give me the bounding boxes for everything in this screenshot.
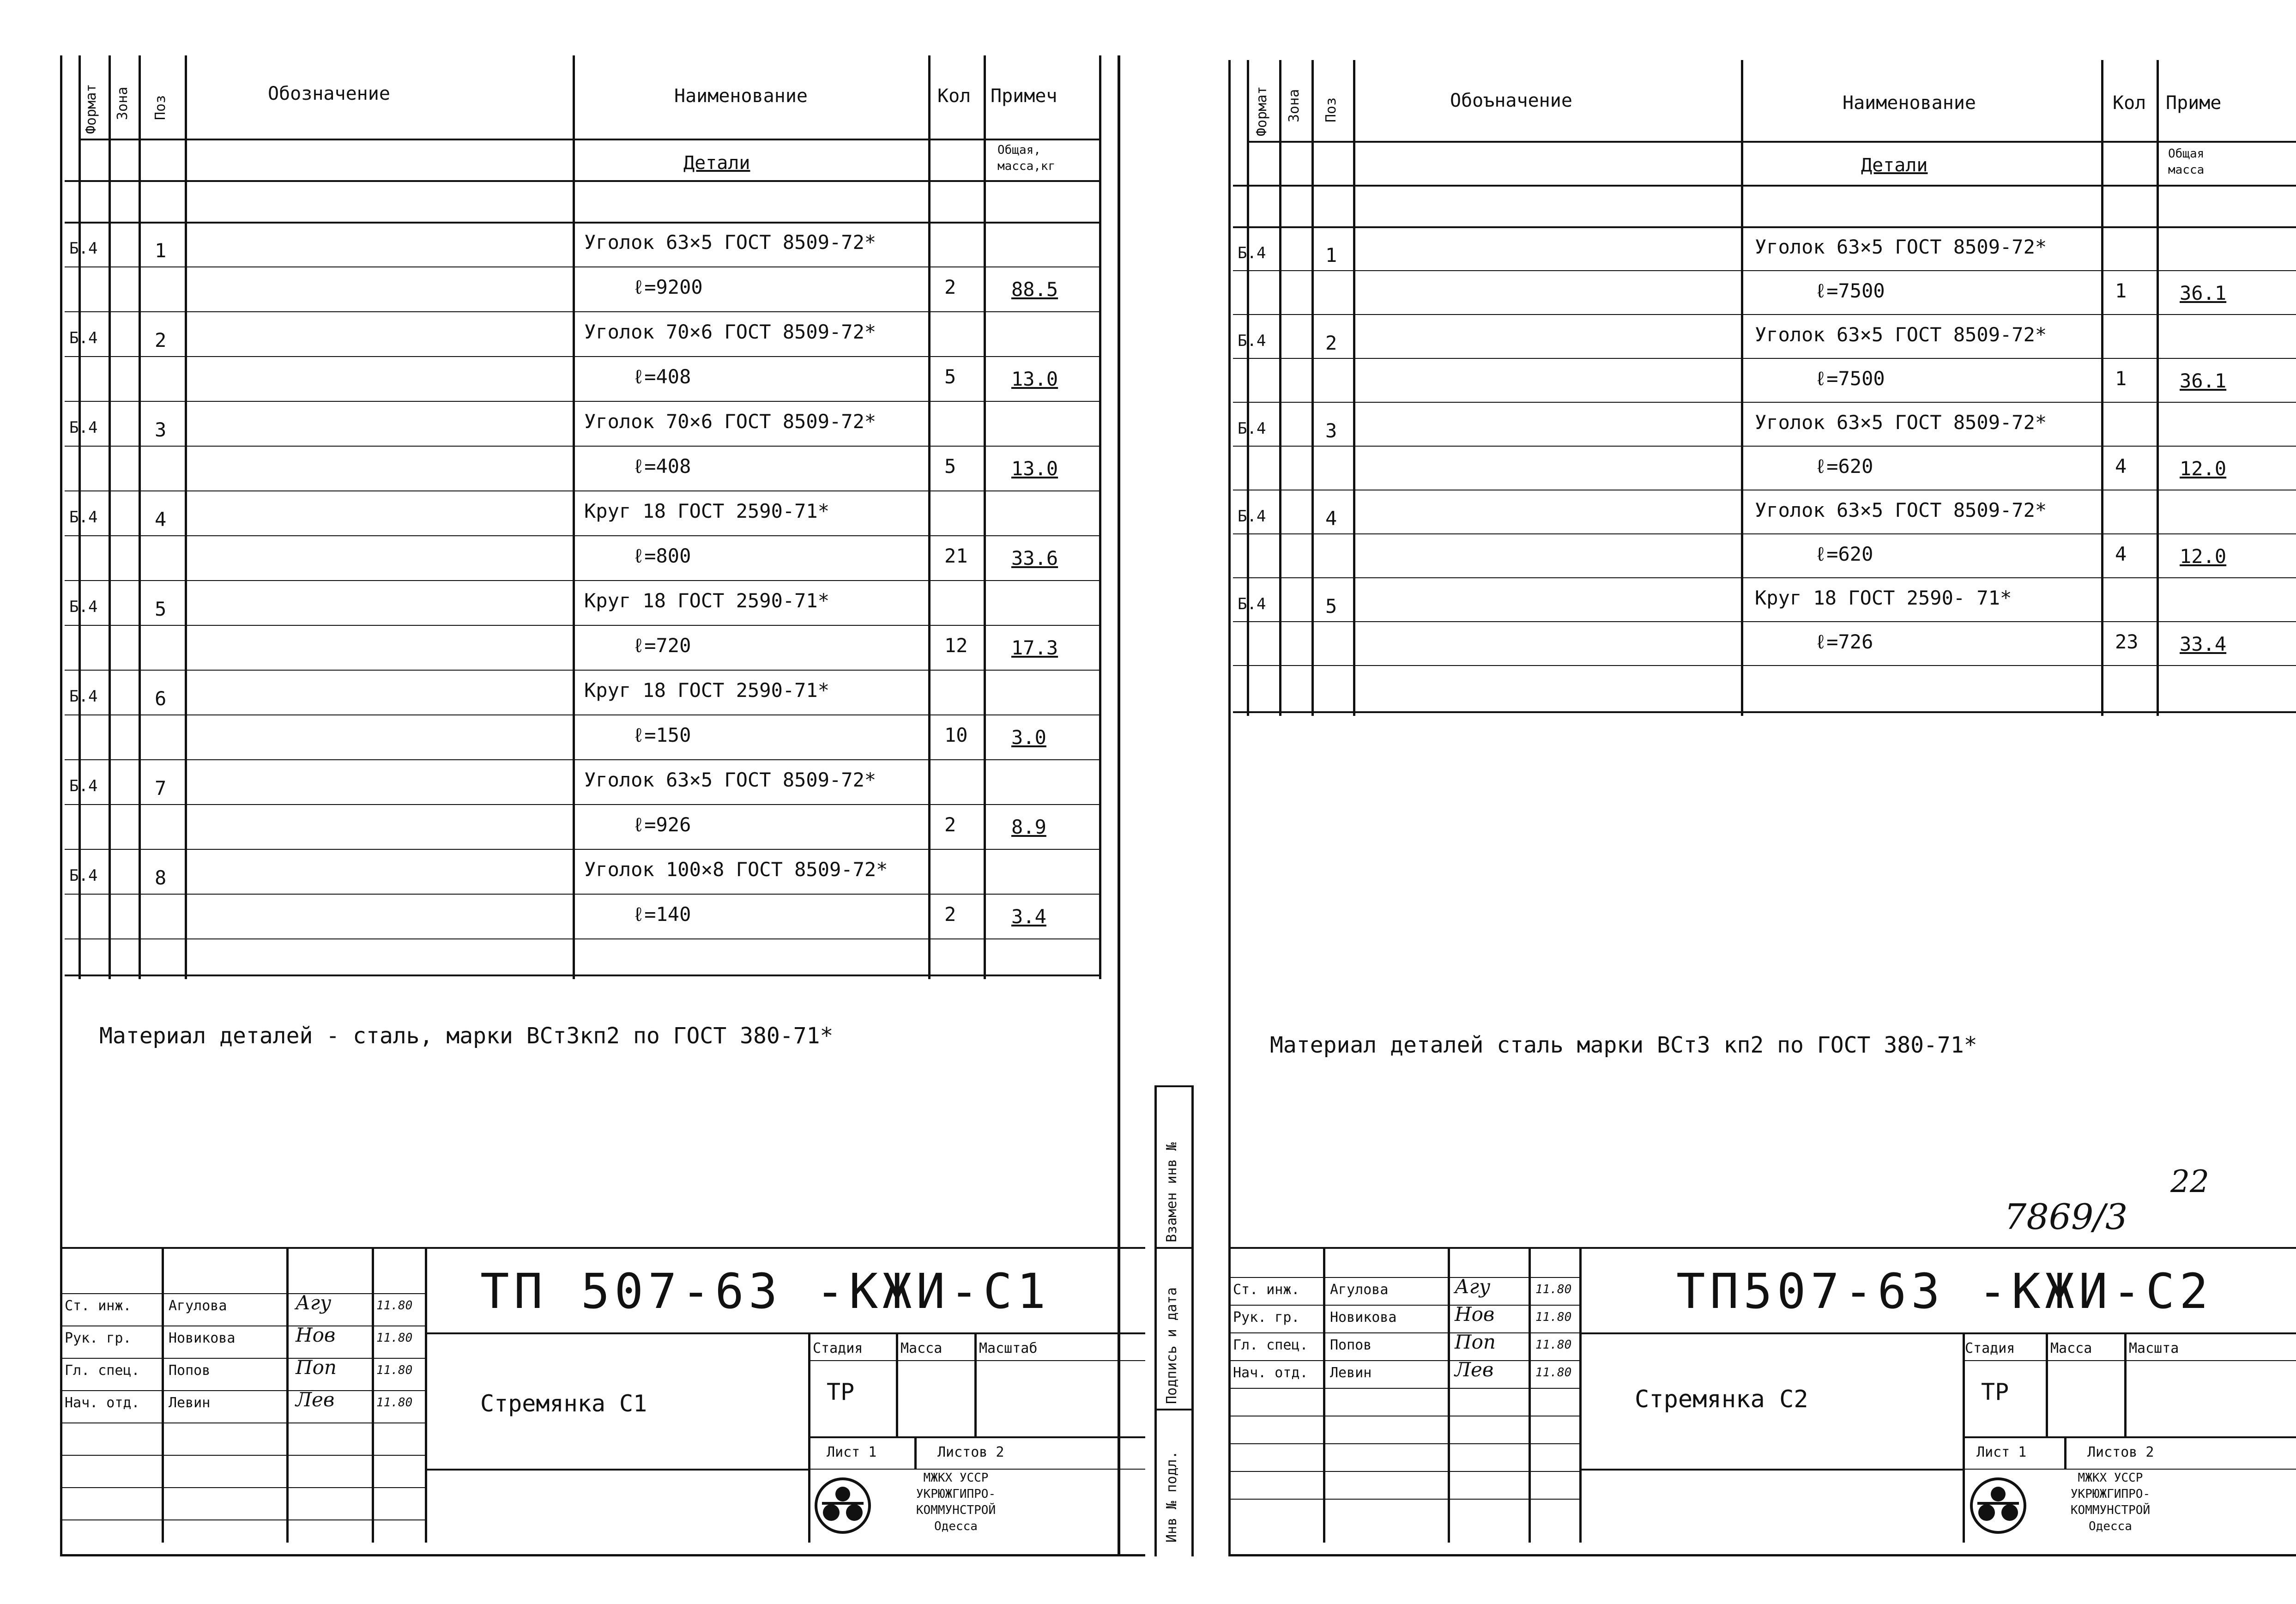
org-line: Одесса xyxy=(2089,1519,2132,1533)
row-divider xyxy=(65,446,1099,447)
tb-signature: Нов xyxy=(296,1324,336,1346)
row-pos: 2 xyxy=(1325,332,1337,354)
row-length: ℓ=926 xyxy=(633,813,691,836)
tb-name: Новикова xyxy=(169,1330,236,1346)
tb-role: Рук. гр. xyxy=(65,1330,132,1346)
row-qty: 2 xyxy=(944,276,956,298)
handwritten-page-number: 22 xyxy=(2170,1164,2209,1199)
col-pos-header-r: Поз xyxy=(1323,97,1339,122)
col-pos-header: Поз xyxy=(152,95,169,120)
org-line: МЖКХ УССР xyxy=(923,1471,989,1485)
row-format: Б.4 xyxy=(69,418,98,437)
row-note: 88.5 xyxy=(1011,278,1058,301)
row-divider xyxy=(1233,446,2296,447)
row-length: ℓ=800 xyxy=(633,545,691,567)
sheets-label-left: Листов 2 xyxy=(937,1444,1004,1460)
tb-signature: Поп xyxy=(296,1356,337,1379)
side-stamp-sign: Подпись и дата xyxy=(1164,1287,1180,1404)
row-pos: 6 xyxy=(155,687,167,710)
row-length: ℓ=9200 xyxy=(633,276,703,298)
row-name: Круг 18 ГОСТ 2590-71* xyxy=(584,679,830,702)
row-divider xyxy=(65,759,1099,760)
row-qty: 4 xyxy=(2115,455,2127,478)
row-note: 3.4 xyxy=(1011,905,1046,928)
row-name: Уголок 100×8 ГОСТ 8509-72* xyxy=(584,858,888,881)
tb-name: Агулова xyxy=(169,1298,227,1314)
row-length: ℓ=408 xyxy=(633,455,691,478)
col-zone-header-r: Зона xyxy=(1286,89,1302,122)
org-logo-icon xyxy=(813,1476,873,1536)
sheet-label-left: Лист 1 xyxy=(827,1444,877,1460)
scale-label-left: Масштаб xyxy=(979,1340,1038,1356)
doc-code-right: ТП507-63 -КЖИ-С2 xyxy=(1676,1263,2213,1320)
row-name: Круг 18 ГОСТ 2590-71* xyxy=(584,589,830,612)
col-format-header: Формат xyxy=(83,84,99,134)
row-note: 12.0 xyxy=(2180,457,2227,480)
row-length: ℓ=140 xyxy=(633,903,691,926)
row-divider xyxy=(65,938,1099,939)
row-divider xyxy=(1233,314,2296,315)
col-designation-header: Обозначение xyxy=(268,83,390,104)
row-note: 12.0 xyxy=(2180,545,2227,568)
row-pos: 4 xyxy=(155,508,167,531)
tb-role: Ст. инж. xyxy=(65,1298,132,1314)
row-divider xyxy=(1233,358,2296,359)
section-title: Детали xyxy=(683,152,750,174)
row-length: ℓ=7500 xyxy=(1815,367,1885,390)
row-name: Уголок 63×5 ГОСТ 8509-72* xyxy=(584,231,876,254)
row-format: Б.4 xyxy=(1238,507,1266,526)
row-divider xyxy=(1233,402,2296,403)
row-length: ℓ=150 xyxy=(633,724,691,746)
row-format: Б.4 xyxy=(69,329,98,347)
row-divider xyxy=(1233,533,2296,534)
row-length: ℓ=408 xyxy=(633,365,691,388)
tb-signature: Поп xyxy=(1455,1331,1496,1353)
doc-name-left: Стремянка С1 xyxy=(480,1390,647,1417)
mass-label-left: Масса xyxy=(900,1340,943,1356)
tb-name: Новикова xyxy=(1330,1309,1397,1326)
row-name: Уголок 63×5 ГОСТ 8509-72* xyxy=(1755,499,2047,521)
row-length: ℓ=620 xyxy=(1815,543,1873,565)
sheet-label-right: Лист 1 xyxy=(1976,1444,2027,1460)
tb-date: 11.80 xyxy=(376,1396,413,1410)
mass-header-r-1: Общая xyxy=(2168,147,2205,161)
stage-value-left: ТР xyxy=(827,1379,855,1405)
col-qty-header-r: Кол xyxy=(2113,92,2146,114)
row-qty: 5 xyxy=(944,455,956,478)
org-line: МЖКХ УССР xyxy=(2078,1471,2143,1485)
row-divider xyxy=(65,266,1099,267)
org-logo-icon-r xyxy=(1968,1476,2028,1536)
material-note-left: Материал деталей - сталь, марки ВСт3кп2 по ГОСТ 380-71* xyxy=(99,1023,834,1049)
org-line: КОММУНСТРОЙ xyxy=(916,1503,996,1517)
col-note-header: Примеч xyxy=(991,85,1057,107)
tb-name: Левин xyxy=(1330,1365,1372,1381)
tb-role: Нач. отд. xyxy=(1233,1365,1308,1381)
row-divider xyxy=(65,535,1099,536)
tb-date: 11.80 xyxy=(1535,1366,1572,1380)
row-format: Б.4 xyxy=(69,777,98,795)
row-divider xyxy=(1233,621,2296,622)
mass-header-1: Общая, xyxy=(997,143,1041,157)
tb-signature: Агу xyxy=(1455,1275,1491,1298)
row-divider xyxy=(65,625,1099,626)
row-note: 36.1 xyxy=(2180,282,2227,304)
row-divider xyxy=(1233,577,2296,578)
tb-date: 11.80 xyxy=(1535,1310,1572,1324)
col-format-header-r: Формат xyxy=(1254,86,1270,136)
row-pos: 1 xyxy=(155,239,167,262)
col-designation-header-r: Обоъначение xyxy=(1450,90,1572,111)
row-divider xyxy=(65,490,1099,491)
material-note-right: Материал деталей сталь марки ВСт3 кп2 по ГОСТ 380-71* xyxy=(1270,1032,1977,1058)
row-divider xyxy=(65,894,1099,895)
tb-role: Ст. инж. xyxy=(1233,1282,1300,1298)
row-format: Б.4 xyxy=(69,866,98,885)
tb-signature: Агу xyxy=(296,1291,332,1314)
row-qty: 21 xyxy=(944,545,968,567)
row-pos: 8 xyxy=(155,866,167,889)
org-line: Одесса xyxy=(934,1519,978,1533)
row-divider xyxy=(65,804,1099,805)
row-qty: 12 xyxy=(944,634,968,657)
org-line: УКРЮЖГИПРО- xyxy=(916,1487,996,1501)
col-qty-header: Кол xyxy=(937,85,971,107)
tb-role: Гл. спец. xyxy=(1233,1337,1308,1353)
row-note: 3.0 xyxy=(1011,726,1046,749)
row-pos: 2 xyxy=(155,329,167,351)
tb-date: 11.80 xyxy=(376,1363,413,1377)
row-pos: 3 xyxy=(1325,419,1337,442)
row-format: Б.4 xyxy=(1238,595,1266,613)
row-pos: 5 xyxy=(155,598,167,620)
stage-label-right: Стадия xyxy=(1965,1340,2015,1356)
row-name: Уголок 63×5 ГОСТ 8509-72* xyxy=(1755,236,2047,258)
row-divider xyxy=(1233,665,2296,666)
row-pos: 4 xyxy=(1325,507,1337,530)
tb-date: 11.80 xyxy=(1535,1283,1572,1296)
doc-code-left: ТП 507-63 -КЖИ-С1 xyxy=(480,1263,1051,1320)
row-note: 17.3 xyxy=(1011,636,1058,659)
tb-signature: Нов xyxy=(1455,1303,1495,1326)
row-length: ℓ=7500 xyxy=(1815,279,1885,302)
scale-label-right: Масшта xyxy=(2129,1340,2179,1356)
tb-name: Попов xyxy=(1330,1337,1372,1353)
row-pos: 5 xyxy=(1325,595,1337,617)
row-length: ℓ=726 xyxy=(1815,630,1873,653)
section-title-r: Детали xyxy=(1861,155,1928,176)
tb-name: Агулова xyxy=(1330,1282,1389,1298)
row-name: Уголок 63×5 ГОСТ 8509-72* xyxy=(1755,323,2047,346)
row-qty: 2 xyxy=(944,903,956,926)
row-divider xyxy=(65,401,1099,402)
row-note: 8.9 xyxy=(1011,816,1046,838)
org-line: КОММУНСТРОЙ xyxy=(2070,1503,2151,1517)
row-format: Б.4 xyxy=(1238,419,1266,438)
tb-role: Нач. отд. xyxy=(65,1395,140,1411)
row-qty: 1 xyxy=(2115,279,2127,302)
row-note: 36.1 xyxy=(2180,369,2227,392)
row-format: Б.4 xyxy=(69,239,98,258)
stage-value-right: ТР xyxy=(1981,1379,2009,1405)
tb-role: Гл. спец. xyxy=(65,1362,140,1379)
org-line: УКРЮЖГИПРО- xyxy=(2070,1487,2151,1501)
doc-name-right: Стремянка С2 xyxy=(1635,1386,1808,1413)
row-note: 13.0 xyxy=(1011,368,1058,390)
col-note-header-r: Приме xyxy=(2166,92,2222,114)
sheets-label-right: Листов 2 xyxy=(2087,1444,2154,1460)
row-length: ℓ=720 xyxy=(633,634,691,657)
row-divider xyxy=(65,849,1099,850)
row-name: Уголок 70×6 ГОСТ 8509-72* xyxy=(584,321,876,343)
row-divider xyxy=(65,714,1099,715)
tb-date: 11.80 xyxy=(376,1331,413,1345)
row-note: 33.6 xyxy=(1011,547,1058,569)
col-name-header-r: Наименование xyxy=(1843,92,1976,114)
row-format: Б.4 xyxy=(69,508,98,527)
tb-role: Рук. гр. xyxy=(1233,1309,1300,1326)
row-qty: 10 xyxy=(944,724,968,746)
row-name: Уголок 63×5 ГОСТ 8509-72* xyxy=(584,769,876,791)
tb-date: 11.80 xyxy=(1535,1338,1572,1352)
row-divider xyxy=(65,356,1099,357)
handwritten-reference: 7869/3 xyxy=(2004,1196,2128,1237)
tb-name: Попов xyxy=(169,1362,211,1379)
side-stamp-replace: Взамен инв № xyxy=(1164,1142,1180,1242)
row-qty: 4 xyxy=(2115,543,2127,565)
mass-header-2: масса,кг xyxy=(997,159,1056,173)
row-format: Б.4 xyxy=(69,598,98,616)
col-name-header: Наименование xyxy=(674,85,808,107)
row-name: Уголок 63×5 ГОСТ 8509-72* xyxy=(1755,411,2047,434)
row-qty: 23 xyxy=(2115,630,2139,653)
row-pos: 3 xyxy=(155,418,167,441)
stage-label-left: Стадия xyxy=(813,1340,863,1356)
row-divider xyxy=(65,311,1099,312)
row-divider xyxy=(1233,270,2296,271)
row-qty: 1 xyxy=(2115,367,2127,390)
row-qty: 2 xyxy=(944,813,956,836)
row-qty: 5 xyxy=(944,365,956,388)
row-divider xyxy=(65,670,1099,671)
row-divider xyxy=(65,580,1099,581)
row-pos: 1 xyxy=(1325,244,1337,266)
row-note: 33.4 xyxy=(2180,633,2227,655)
row-format: Б.4 xyxy=(1238,244,1266,262)
tb-signature: Лев xyxy=(1455,1358,1494,1381)
row-name: Круг 18 ГОСТ 2590-71* xyxy=(584,500,830,522)
row-name: Уголок 70×6 ГОСТ 8509-72* xyxy=(584,410,876,433)
row-note: 13.0 xyxy=(1011,457,1058,480)
mass-label-right: Масса xyxy=(2050,1340,2092,1356)
row-format: Б.4 xyxy=(1238,332,1266,350)
row-format: Б.4 xyxy=(69,687,98,706)
row-length: ℓ=620 xyxy=(1815,455,1873,478)
sheet-right xyxy=(1228,60,2296,1556)
tb-date: 11.80 xyxy=(376,1299,413,1313)
col-zone-header: Зона xyxy=(115,86,131,120)
row-name: Круг 18 ГОСТ 2590- 71* xyxy=(1755,587,2012,609)
tb-signature: Лев xyxy=(296,1388,335,1411)
mass-header-r-2: масса xyxy=(2168,163,2205,177)
tb-name: Левин xyxy=(169,1395,211,1411)
side-stamp-inv: Инв № подл. xyxy=(1164,1451,1180,1543)
row-pos: 7 xyxy=(155,777,167,799)
